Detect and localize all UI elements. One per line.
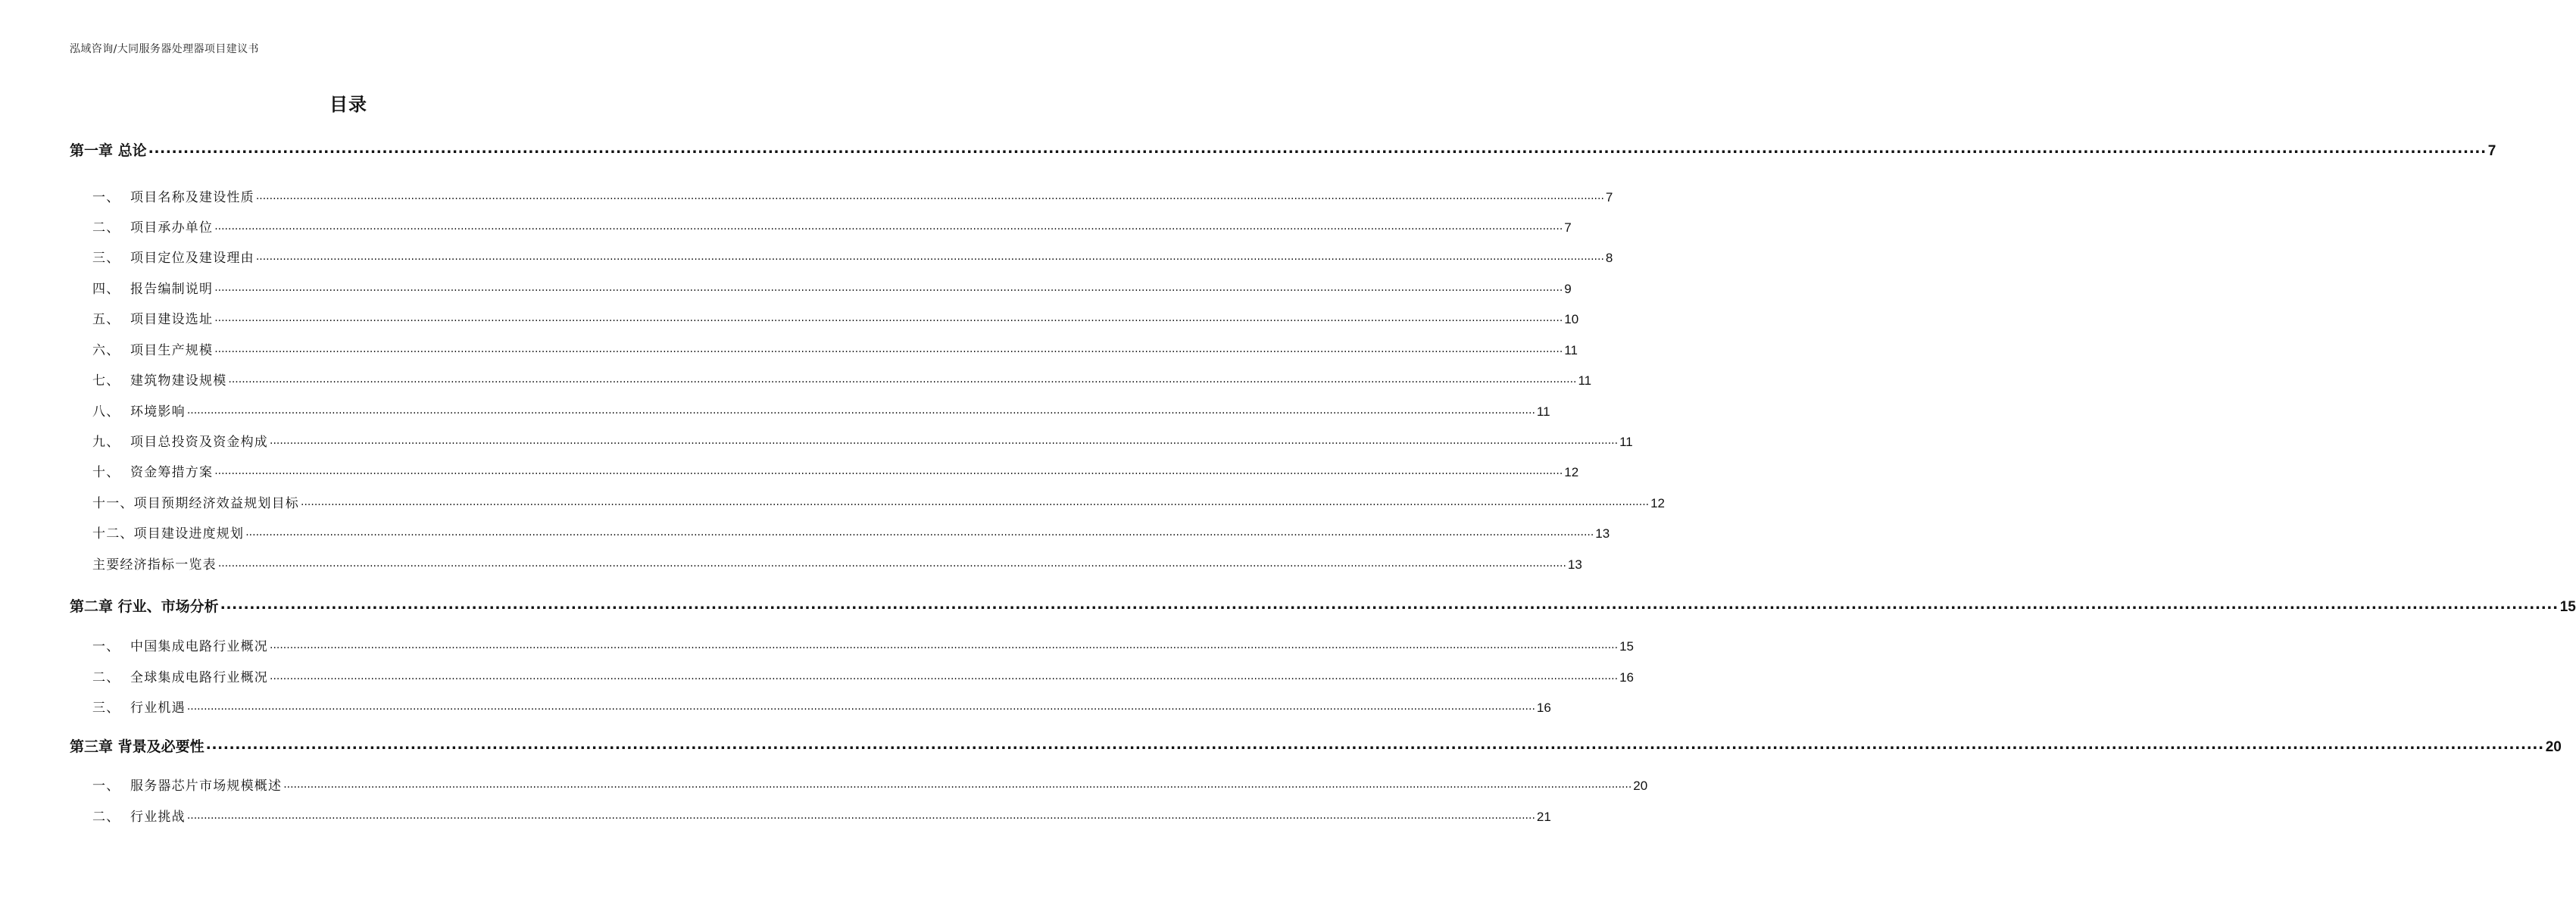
toc-entry-label bbox=[92, 401, 186, 420]
toc-section-entry[interactable] bbox=[0, 806, 1551, 825]
toc-section-entry[interactable] bbox=[0, 554, 1582, 573]
toc-entry-text: 项目建设选址 bbox=[130, 312, 214, 327]
toc-entry-number: 七、 bbox=[92, 373, 120, 389]
toc-chapter-entry[interactable] bbox=[0, 595, 2576, 616]
toc-entry-text: 报告编制说明 bbox=[130, 282, 214, 297]
toc-entry-number: 三、 bbox=[92, 701, 120, 716]
toc-page-number: 13 bbox=[1595, 526, 1610, 541]
toc-entry-number: 八、 bbox=[92, 404, 120, 420]
toc-entry-label bbox=[92, 697, 186, 716]
toc-entry-label bbox=[92, 666, 268, 685]
toc-section-entry[interactable] bbox=[0, 635, 1634, 654]
toc-page-number: 11 bbox=[1564, 343, 1578, 357]
page-header: 泓域咨询/大同服务器处理器项目建议书 bbox=[70, 43, 259, 55]
dot-leader: ................................................................................................................................................................................................................................................................................................................................................................................................................ bbox=[186, 701, 1535, 713]
toc-entry-number: 四、 bbox=[92, 282, 120, 297]
toc-entry-text: 全球集成电路行业概况 bbox=[130, 670, 268, 685]
toc-entry-label bbox=[92, 431, 268, 450]
toc-entry-text: 项目定位及建设理由 bbox=[130, 251, 254, 266]
toc-entry-label bbox=[92, 247, 254, 266]
toc-page-number: 21 bbox=[1536, 810, 1551, 824]
toc-entry-number: 二、 bbox=[92, 220, 120, 236]
toc-section-entry[interactable] bbox=[0, 666, 1634, 685]
toc-section-entry[interactable] bbox=[0, 186, 1613, 205]
toc-entry-label bbox=[92, 186, 254, 205]
dot-leader: ................................................................................................................................................................................................................................................................................................................................................................................................................ bbox=[283, 779, 1632, 791]
toc-entry-number: 二、 bbox=[92, 810, 120, 825]
toc-page-number: 16 bbox=[1619, 670, 1634, 685]
toc-entry-text: 服务器芯片市场规模概述 bbox=[130, 779, 283, 794]
toc-entry-number: 三、 bbox=[92, 251, 120, 266]
toc-entry-number: 十一、 bbox=[92, 496, 134, 511]
toc-entry-text: 项目承办单位 bbox=[130, 220, 214, 236]
toc-entry-label bbox=[92, 492, 299, 511]
toc-section-entry[interactable] bbox=[0, 492, 1666, 511]
toc-page-number: 15 bbox=[2559, 599, 2576, 615]
dot-leader: ................................................................................................................................................................................................................................................................................................................................................................................................................ bbox=[214, 343, 1563, 355]
toc-page-number: 7 bbox=[1605, 190, 1613, 204]
toc-section-entry[interactable] bbox=[0, 278, 1572, 297]
dot-leader: ................................................................................................................................................................................................................................................................................................................................................................................................................ bbox=[214, 220, 1563, 233]
toc-section-entry[interactable] bbox=[0, 461, 1579, 480]
toc-entry-number: 十、 bbox=[92, 465, 120, 480]
toc-page-number: 9 bbox=[1564, 282, 1572, 296]
toc-page-number: 12 bbox=[1564, 465, 1579, 479]
dot-leader: ................................................................................................................................................................................................................................................................................................................................................................................................................ bbox=[186, 404, 1535, 417]
toc-entry-text: 行业挑战 bbox=[130, 810, 186, 825]
toc-entry-label bbox=[92, 523, 244, 542]
toc-entry-label bbox=[92, 370, 226, 389]
toc-entry-number: 二、 bbox=[92, 670, 120, 685]
dot-leader: ................................................................................................................................................................................................................................................................................................................................................................................................................ bbox=[220, 596, 2559, 613]
toc-section-entry[interactable] bbox=[0, 217, 1572, 236]
toc-page-number: 11 bbox=[1619, 435, 1633, 449]
toc-section-entry[interactable] bbox=[0, 401, 1550, 420]
toc-entry-number: 十二、 bbox=[92, 526, 134, 542]
toc-entry-text: 第二章 行业、市场分析 bbox=[70, 598, 219, 615]
toc-section-entry[interactable] bbox=[0, 247, 1613, 266]
toc-section-entry[interactable] bbox=[0, 775, 1648, 794]
toc-entry-text: 项目总投资及资金构成 bbox=[130, 435, 268, 450]
toc-section-entry[interactable] bbox=[0, 523, 1610, 542]
toc-section-entry[interactable] bbox=[0, 370, 1592, 389]
toc-entry-label bbox=[92, 775, 282, 794]
toc-entry-text: 项目预期经济效益规划目标 bbox=[133, 496, 300, 511]
toc-entry-text: 第三章 背景及必要性 bbox=[70, 738, 205, 755]
toc-entry-text: 资金筹措方案 bbox=[130, 465, 214, 480]
dot-leader: ................................................................................................................................................................................................................................................................................................................................................................................................................ bbox=[186, 810, 1535, 822]
dot-leader: ................................................................................................................................................................................................................................................................................................................................................................................................................ bbox=[148, 140, 2487, 157]
toc-entry-text: 项目名称及建设性质 bbox=[130, 190, 254, 205]
toc-entry-label bbox=[92, 461, 213, 480]
toc-entry-text: 主要经济指标一览表 bbox=[92, 557, 217, 573]
toc-entry-label bbox=[92, 278, 213, 297]
toc-entry-text: 行业机遇 bbox=[130, 701, 186, 716]
dot-leader: ................................................................................................................................................................................................................................................................................................................................................................................................................ bbox=[214, 282, 1563, 294]
toc-entry-number: 一、 bbox=[92, 639, 120, 654]
toc-entry-label bbox=[92, 308, 213, 327]
toc-section-entry[interactable] bbox=[0, 431, 1633, 450]
toc-page-number: 12 bbox=[1650, 496, 1666, 510]
toc-entry-text: 中国集成电路行业概况 bbox=[130, 639, 268, 654]
toc-section-entry[interactable] bbox=[0, 308, 1579, 327]
toc-chapter-entry[interactable] bbox=[0, 139, 2496, 160]
toc-page-number: 13 bbox=[1567, 557, 1582, 572]
dot-leader: ................................................................................................................................................................................................................................................................................................................................................................................................................ bbox=[301, 496, 1650, 508]
dot-leader: ................................................................................................................................................................................................................................................................................................................................................................................................................ bbox=[214, 465, 1563, 477]
toc-page-number: 15 bbox=[1619, 639, 1634, 654]
toc-entry-label bbox=[92, 339, 213, 358]
toc-entry-text: 项目生产规模 bbox=[130, 343, 214, 358]
toc-section-entry[interactable] bbox=[0, 339, 1578, 358]
dot-leader: ................................................................................................................................................................................................................................................................................................................................................................................................................ bbox=[270, 670, 1619, 682]
toc-page-number: 11 bbox=[1536, 404, 1550, 419]
toc-entry-text: 项目建设进度规划 bbox=[133, 526, 245, 542]
toc-entry-number: 五、 bbox=[92, 312, 120, 327]
toc-entry-number: 九、 bbox=[92, 435, 120, 450]
toc-entry-number: 一、 bbox=[92, 190, 120, 205]
dot-leader: ................................................................................................................................................................................................................................................................................................................................................................................................................ bbox=[255, 251, 1604, 263]
toc-page-number: 10 bbox=[1564, 312, 1579, 326]
toc-page-number: 20 bbox=[2545, 739, 2562, 755]
toc-page-number: 16 bbox=[1536, 701, 1551, 715]
toc-entry-number: 六、 bbox=[92, 343, 120, 358]
dot-leader: ................................................................................................................................................................................................................................................................................................................................................................................................................ bbox=[228, 373, 1577, 385]
toc-entry-label bbox=[70, 735, 205, 756]
toc-entry-label bbox=[70, 595, 219, 616]
toc-entry-label bbox=[70, 139, 147, 160]
toc-title: 目录 bbox=[329, 94, 367, 115]
dot-leader: ................................................................................................................................................................................................................................................................................................................................................................................................................ bbox=[205, 736, 2544, 753]
toc-page-number: 11 bbox=[1578, 373, 1592, 388]
toc-entry-label bbox=[92, 635, 268, 654]
toc-entry-label bbox=[92, 217, 213, 236]
toc-entry-text: 环境影响 bbox=[130, 404, 186, 420]
toc-page-number: 20 bbox=[1633, 779, 1648, 793]
toc-page-number: 7 bbox=[1564, 220, 1572, 235]
toc-page-number: 8 bbox=[1605, 251, 1613, 265]
toc-entry-label bbox=[92, 554, 217, 573]
toc-entry-text: 建筑物建设规模 bbox=[130, 373, 227, 389]
toc-page-number: 7 bbox=[2487, 143, 2496, 159]
dot-leader: ................................................................................................................................................................................................................................................................................................................................................................................................................ bbox=[270, 435, 1619, 447]
toc-entry-label bbox=[92, 806, 186, 825]
toc-section-entry[interactable] bbox=[0, 697, 1551, 716]
dot-leader: ................................................................................................................................................................................................................................................................................................................................................................................................................ bbox=[214, 312, 1563, 324]
dot-leader: ................................................................................................................................................................................................................................................................................................................................................................................................................ bbox=[217, 557, 1566, 570]
toc-chapter-entry[interactable] bbox=[0, 735, 2562, 756]
dot-leader: ................................................................................................................................................................................................................................................................................................................................................................................................................ bbox=[245, 526, 1594, 538]
toc-entry-text: 第一章 总论 bbox=[70, 142, 147, 159]
toc-entry-number: 一、 bbox=[92, 779, 120, 794]
dot-leader: ................................................................................................................................................................................................................................................................................................................................................................................................................ bbox=[270, 639, 1619, 651]
dot-leader: ................................................................................................................................................................................................................................................................................................................................................................................................................ bbox=[255, 190, 1604, 202]
